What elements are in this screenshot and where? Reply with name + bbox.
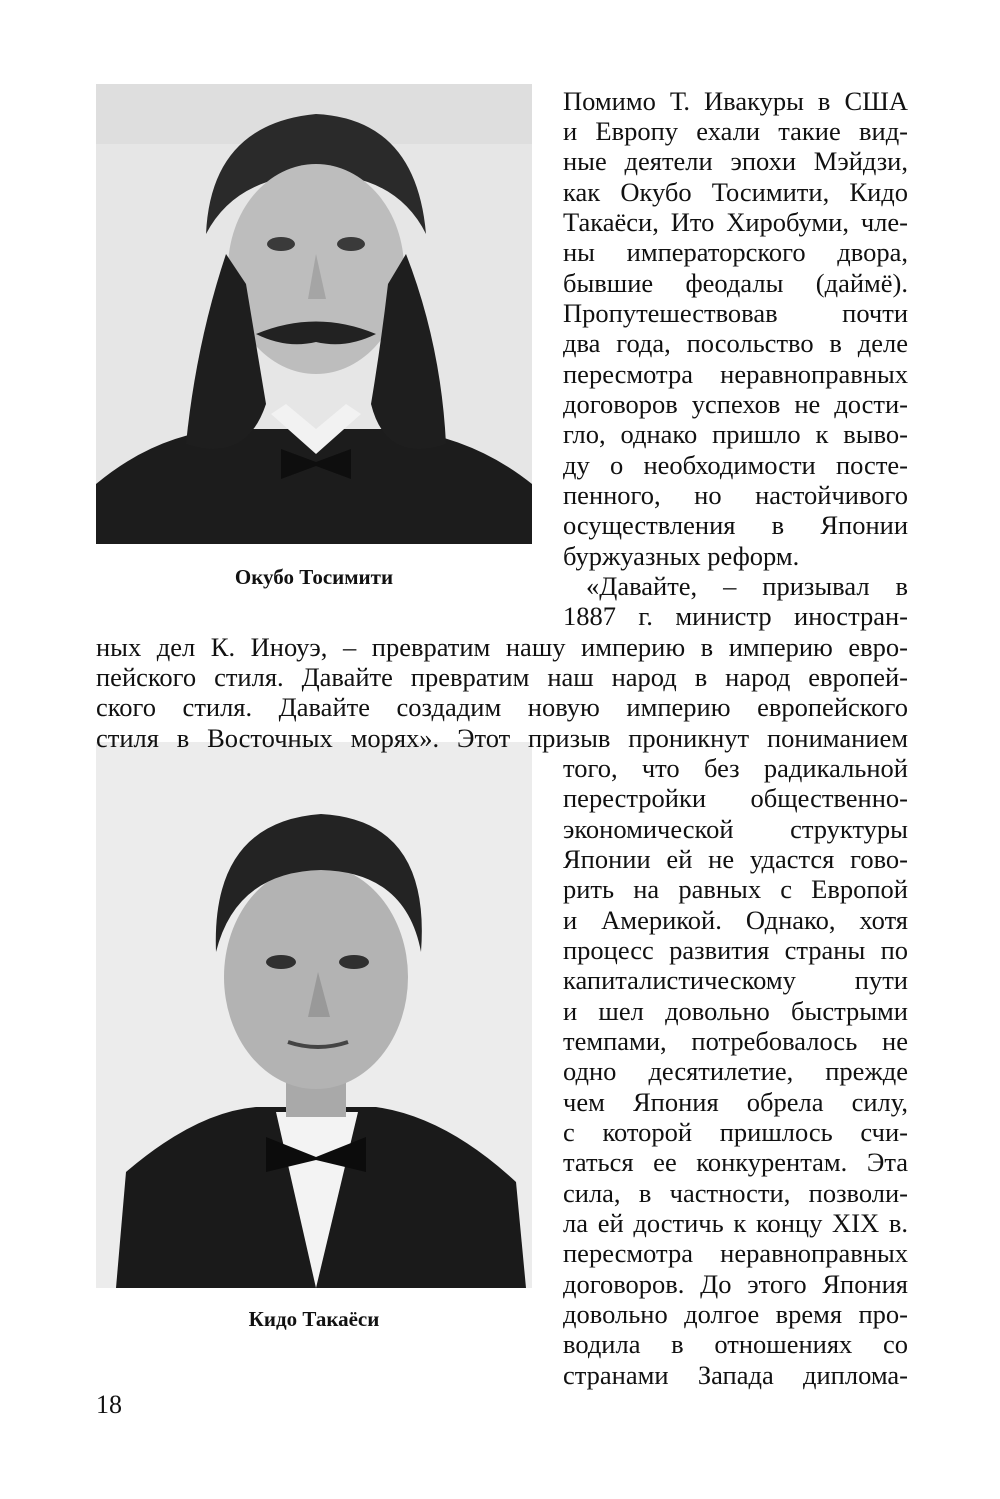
text-line: как Окубо Тосимити, Кидо	[563, 177, 908, 207]
text-line: странами Запада диплома-	[563, 1360, 908, 1390]
text-line: и Америкой. Однако, хотя	[563, 905, 908, 935]
text-line: пенного, но настойчивого	[563, 480, 908, 510]
caption-kido: Кидо Такаёси	[248, 1307, 380, 1331]
text-line: довольно долгое время про-	[563, 1299, 908, 1329]
text-line: рить на равных с Европой	[563, 874, 908, 904]
text-line: таться ее конкурентам. Эта	[563, 1147, 908, 1177]
text-line: Такаёси, Ито Хиробуми, чле-	[563, 207, 908, 237]
text-line: ны императорского двора,	[563, 237, 908, 267]
caption-okubo: Окубо Тосимити	[234, 565, 394, 589]
text-line: «Давайте, – призывал в	[586, 571, 908, 601]
text-line: ского стиля. Давайте создадим новую империю европейского	[96, 692, 908, 722]
text-line: Помимо Т. Ивакуры в США	[563, 86, 908, 116]
text-line: Пропутешествовав почти	[563, 298, 908, 328]
text-line: и шел довольно быстрыми	[563, 996, 908, 1026]
text-line: стиля в Восточных морях». Этот призыв проникнут пониманием	[96, 723, 908, 753]
text-line: ные деятели эпохи Мэйдзи,	[563, 146, 908, 176]
text-line: бывшие феодалы (даймё).	[563, 268, 908, 298]
text-line: ду о необходимости посте-	[563, 450, 908, 480]
text-line: договоров. До этого Япония	[563, 1269, 908, 1299]
text-line: с которой пришлось счи-	[563, 1117, 908, 1147]
text-line: осуществления в Японии	[563, 510, 908, 540]
page-number: 18	[96, 1390, 122, 1419]
text-line: ла ей достичь к концу XIX в.	[563, 1208, 908, 1238]
text-line: перестройки общественно-	[563, 783, 908, 813]
text-line: того, что без радикальной	[563, 753, 908, 783]
text-line: сила, в частности, позволи-	[563, 1178, 908, 1208]
text-line: капиталистическому пути	[563, 965, 908, 995]
text-line: Японии ей не удастся гово-	[563, 844, 908, 874]
text-line: буржуазных реформ.	[563, 541, 800, 571]
text-line: договоров успехов не дости-	[563, 389, 908, 419]
text-line: чем Япония обрела силу,	[563, 1087, 908, 1117]
portrait-okubo-drawing	[96, 84, 532, 544]
portrait-kido-drawing	[96, 742, 532, 1288]
text-line: пейского стиля. Давайте превратим наш народ в народ европей-	[96, 662, 908, 692]
portrait-photo-okubo	[96, 84, 532, 544]
text-line: два года, посольство в деле	[563, 328, 908, 358]
text-line: одно десятилетие, прежде	[563, 1056, 908, 1086]
text-line: экономической структуры	[563, 814, 908, 844]
text-line: пересмотра неравноправных	[563, 1238, 908, 1268]
text-line: водила в отношениях со	[563, 1329, 908, 1359]
text-line: 1887 г. министр иностран-	[563, 601, 908, 631]
text-line: пересмотра неравноправных	[563, 359, 908, 389]
text-line: гло, однако пришло к выво-	[563, 419, 908, 449]
text-line: темпами, потребовалось не	[563, 1026, 908, 1056]
portrait-photo-kido	[96, 742, 532, 1288]
text-line: и Европу ехали такие вид-	[563, 116, 908, 146]
text-line: процесс развития страны по	[563, 935, 908, 965]
text-line: ных дел К. Иноуэ, – превратим нашу империю в империю евро-	[96, 632, 908, 662]
